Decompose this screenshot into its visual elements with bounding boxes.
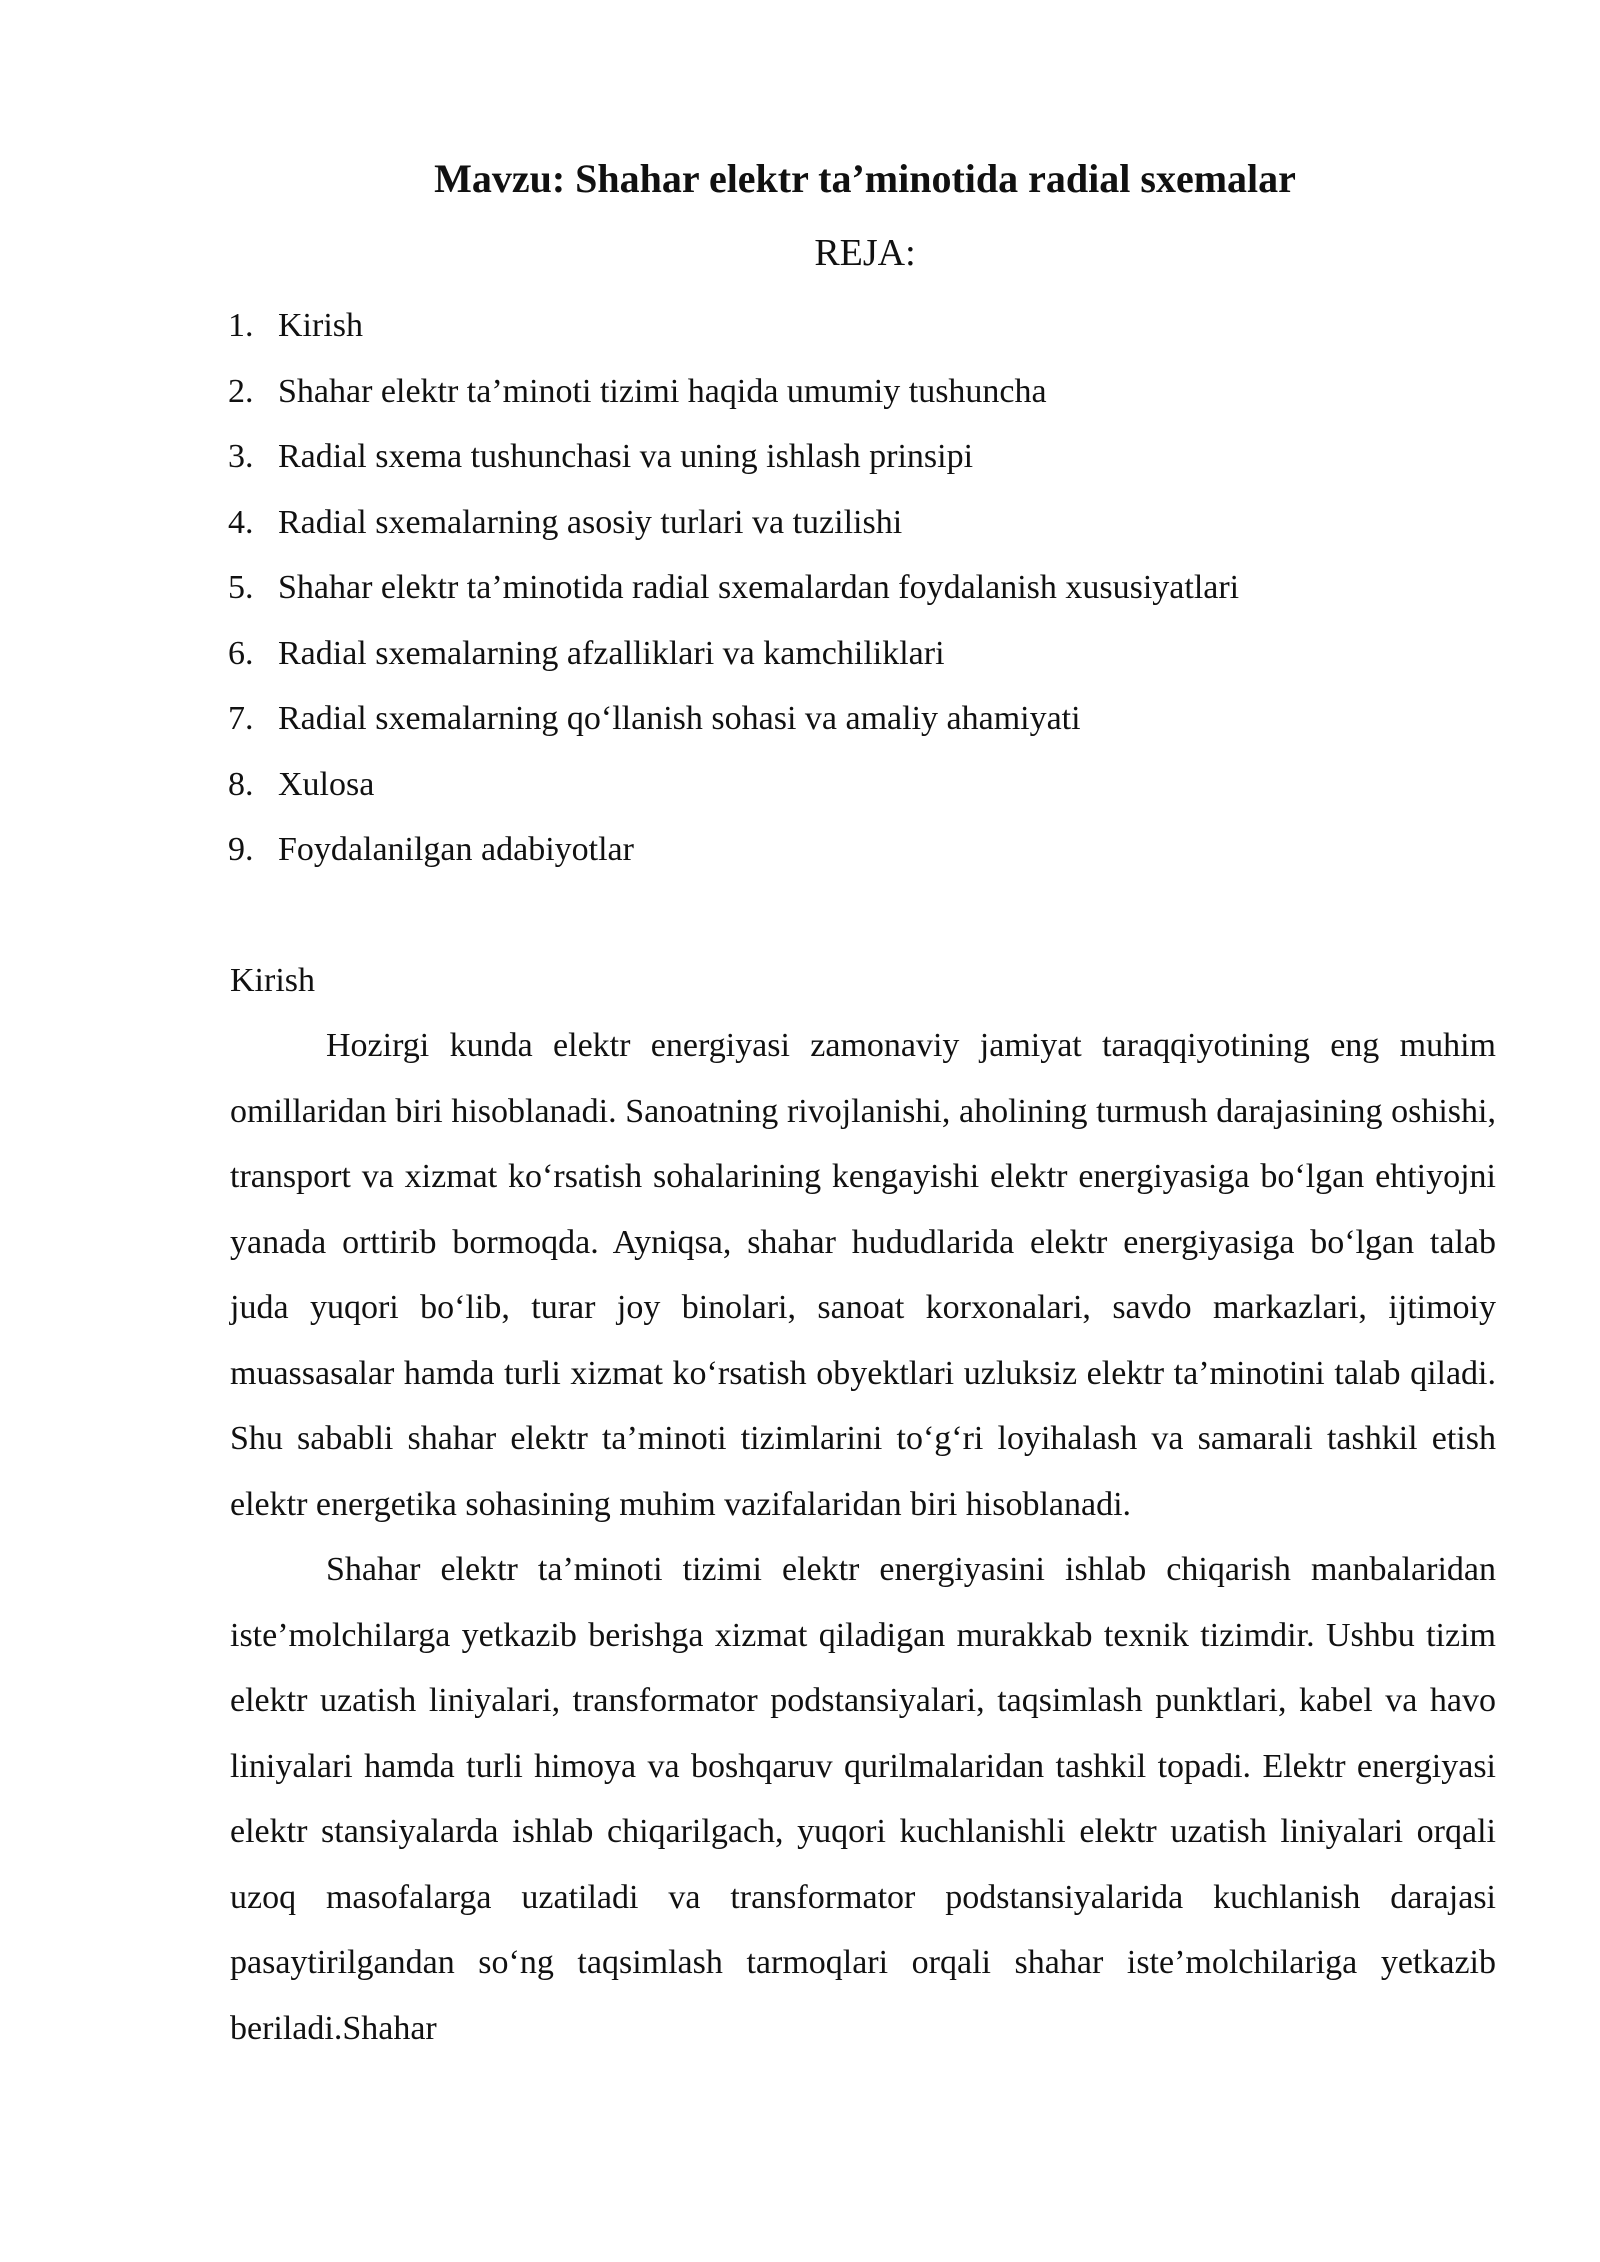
plan-item-text: Xulosa bbox=[278, 765, 375, 803]
plan-item-text: Radial sxemalarning afzalliklari va kamchiliklari bbox=[278, 634, 945, 672]
plan-heading: REJA: bbox=[814, 232, 916, 274]
paragraph: Hozirgi kunda elektr energiyasi zamonaviy jamiyat taraqqiyotining eng muhim omillaridan biri hisoblanadi. Sanoatning rivojlanishi, aholining turmush darajasining oshishi, transport va xizmat ko‘rsatish sohalarining kengayishi elektr energiyasiga bo‘lgan ehtiyojni yanada orttirib bormoqda. Ayniqsa, shahar hududlarida elektr energiyasiga bo‘lgan talab juda yuqori bo‘lib, turar joy binolari, sanoat korxonalari, savdo markazlari, ijtimoiy muassasalar hamda turli xizmat ko‘rsatish obyektlari uzluksiz elektr ta’minotini talab qiladi. Shu sababli shahar elektr ta’minoti tizimlarini to‘g‘ri loyihalash va samarali tashkil etish elektr energetika sohasining muhim vazifalaridan biri hisoblanadi. bbox=[230, 1027, 1496, 1523]
plan-item-number: 8. bbox=[228, 765, 254, 803]
plan-item bbox=[228, 686, 1498, 752]
plan-item bbox=[228, 555, 1498, 621]
plan-item bbox=[228, 424, 1498, 490]
plan-item-text: Kirish bbox=[278, 307, 363, 344]
plan-item bbox=[228, 359, 1498, 425]
plan-item bbox=[228, 293, 1498, 359]
plan-item-text: Foydalanilgan adabiyotlar bbox=[278, 831, 634, 868]
plan-item bbox=[228, 817, 1498, 883]
plan-item-number: 9. bbox=[228, 831, 254, 868]
plan-item-text: Shahar elektr ta’minoti tizimi haqida umumiy tushuncha bbox=[278, 372, 1047, 410]
plan-item bbox=[228, 621, 1498, 687]
section-heading-kirish: Kirish bbox=[230, 962, 315, 999]
plan-item-number: 6. bbox=[228, 634, 254, 672]
plan-item-text: Radial sxema tushunchasi va uning ishlash prinsipi bbox=[278, 438, 974, 475]
plan-item-number: 3. bbox=[228, 438, 254, 475]
plan-item-text: Radial sxemalarning qo‘llanish sohasi va amaliy ahamiyati bbox=[278, 700, 1081, 737]
plan-item bbox=[228, 490, 1498, 556]
plan-item-number: 7. bbox=[228, 700, 254, 737]
plan-item-number: 5. bbox=[228, 569, 254, 606]
paragraph: Shahar elektr ta’minoti tizimi elektr energiyasini ishlab chiqarish manbalaridan iste’molchilarga yetkazib berishga xizmat qiladigan murakkab texnik tizimdir. Ushbu tizim elektr uzatish liniyalari, transformator podstansiyalari, taqsimlash punktlari, kabel va havo liniyalari hamda turli himoya va boshqaruv qurilmalaridan tashkil topadi. Elektr energiyasi elektr stansiyalarda ishlab chiqarilgach, yuqori kuchlanishli elektr uzatish liniyalari orqali uzoq masofalarga uzatiladi va transformator podstansiyalarida kuchlanish darajasi pasaytirilgandan so‘ng taqsimlash tarmoqlari orqali shahar iste’molchilariga yetkazib beriladi.Shahar bbox=[230, 1551, 1496, 2047]
plan-item-number: 4. bbox=[228, 503, 254, 541]
plan-item bbox=[228, 752, 1498, 818]
plan-list bbox=[228, 293, 1498, 883]
document-title: Mavzu: Shahar elektr ta’minotida radial sxemalar bbox=[434, 156, 1296, 201]
plan-item-text: Radial sxemalarning asosiy turlari va tuzilishi bbox=[278, 503, 903, 541]
plan-item-number: 2. bbox=[228, 372, 254, 410]
body-text bbox=[230, 1013, 1496, 2061]
plan-item-number: 1. bbox=[228, 307, 254, 344]
plan-item-text: Shahar elektr ta’minotida radial sxemalardan foydalanish xususiyatlari bbox=[278, 569, 1240, 606]
